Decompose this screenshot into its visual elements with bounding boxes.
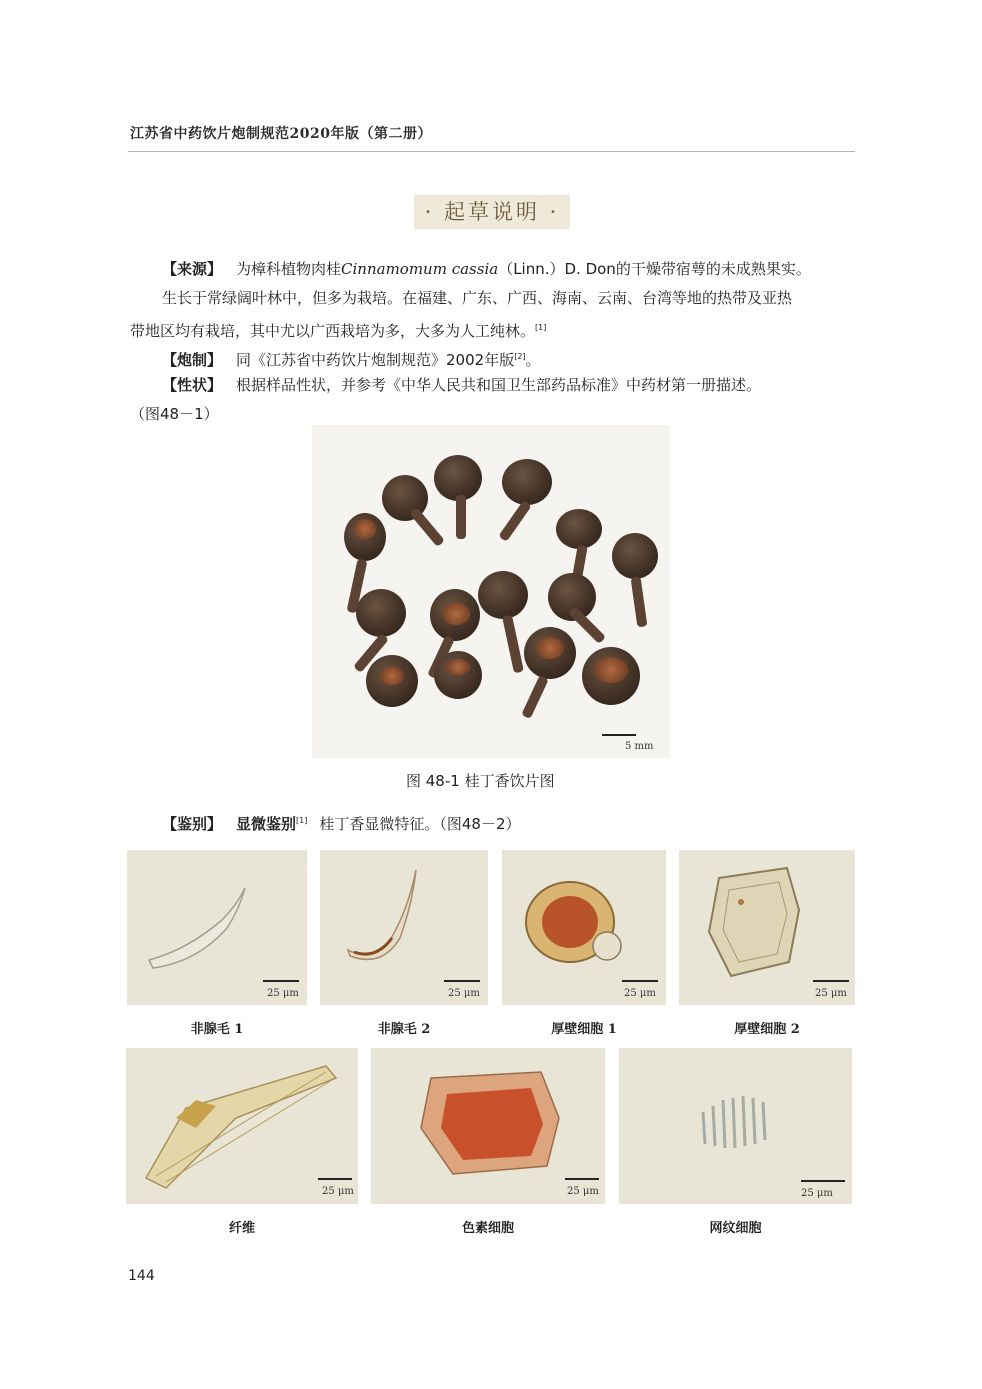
- micro-caption-pigment-cell: 色素细胞: [461, 1221, 514, 1236]
- source-paragraph: [130, 255, 858, 284]
- page-number: 144: [128, 1268, 155, 1284]
- identification-text: 桂丁香显微特征。（图48－2）: [319, 815, 521, 833]
- micro-caption-hair-1: 非腺毛 1: [190, 1022, 244, 1037]
- character-paragraph: [130, 371, 858, 429]
- section-title: · 起草说明 ·: [414, 195, 570, 229]
- habitat-paragraph: [130, 284, 858, 346]
- micro-image-hair-1: 25 μm: [127, 850, 307, 1005]
- micro-caption-fiber: 纤维: [228, 1221, 255, 1236]
- habitat-line-2: 带地区均有栽培，其中尤以广西栽培为多，大多为人工纯林。[1]: [130, 322, 547, 340]
- micro-image-hair-2: 25 μm: [320, 850, 488, 1005]
- processing-label: 【炮制】: [162, 351, 223, 369]
- processing-paragraph: 【炮制】 同《江苏省中药饮片炮制规范》2002年版[2]。: [162, 351, 541, 369]
- source-text-after: （Linn.）D. Don的干燥带宿萼的未成熟果实。: [498, 260, 811, 278]
- micro-caption-stone-cell-2: 厚壁细胞 2: [734, 1022, 800, 1037]
- identification-label: 【鉴别】: [162, 815, 223, 833]
- main-scale-bar: [602, 734, 636, 736]
- micro-caption-reticulate-cell: 网纹细胞: [709, 1221, 762, 1236]
- character-line-2: （图48－1）: [130, 405, 219, 423]
- processing-text: 同《江苏省中药饮片炮制规范》2002年版: [236, 351, 515, 369]
- micro-caption-hair-2: 非腺毛 2: [377, 1022, 431, 1037]
- micro-image-reticulate-cell: 25 μm: [619, 1048, 852, 1204]
- main-figure-caption: 图 48-1 桂丁香饮片图: [406, 772, 555, 790]
- micro-image-stone-cell-2: 25 μm: [679, 850, 855, 1005]
- identification-paragraph: [130, 806, 858, 839]
- fruit-photo: [312, 425, 670, 758]
- header-divider: [128, 151, 855, 152]
- micro-caption-stone-cell-1: 厚壁细胞 1: [551, 1022, 617, 1037]
- processing-ref: [2]: [514, 352, 526, 361]
- source-label: 【来源】: [162, 260, 223, 278]
- character-line-1: 根据样品性状，并参考《中华人民共和国卫生部药品标准》中药材第一册描述。: [236, 376, 762, 394]
- micro-image-stone-cell-1: 25 μm: [502, 850, 666, 1005]
- micro-image-fiber: 25 μm: [126, 1048, 358, 1204]
- character-label: 【性状】: [162, 376, 223, 394]
- running-header: 江苏省中药饮片炮制规范2020年版（第二册）: [130, 126, 432, 142]
- habitat-ref: [1]: [535, 323, 547, 332]
- habitat-line-1: 生长于常绿阔叶林中，但多为栽培。在福建、广东、广西、海南、云南、台湾等地的热带及亚热: [162, 289, 793, 307]
- main-scale-label: 5 mm: [625, 741, 654, 752]
- latin-name: Cinnamomum cassia: [341, 260, 499, 278]
- source-text-before: 为樟科植物肉桂: [236, 260, 342, 278]
- identification-ref: [1]: [296, 816, 308, 825]
- identification-sublabel: 显微鉴别: [236, 815, 297, 833]
- micro-image-pigment-cell: 25 μm: [371, 1048, 605, 1204]
